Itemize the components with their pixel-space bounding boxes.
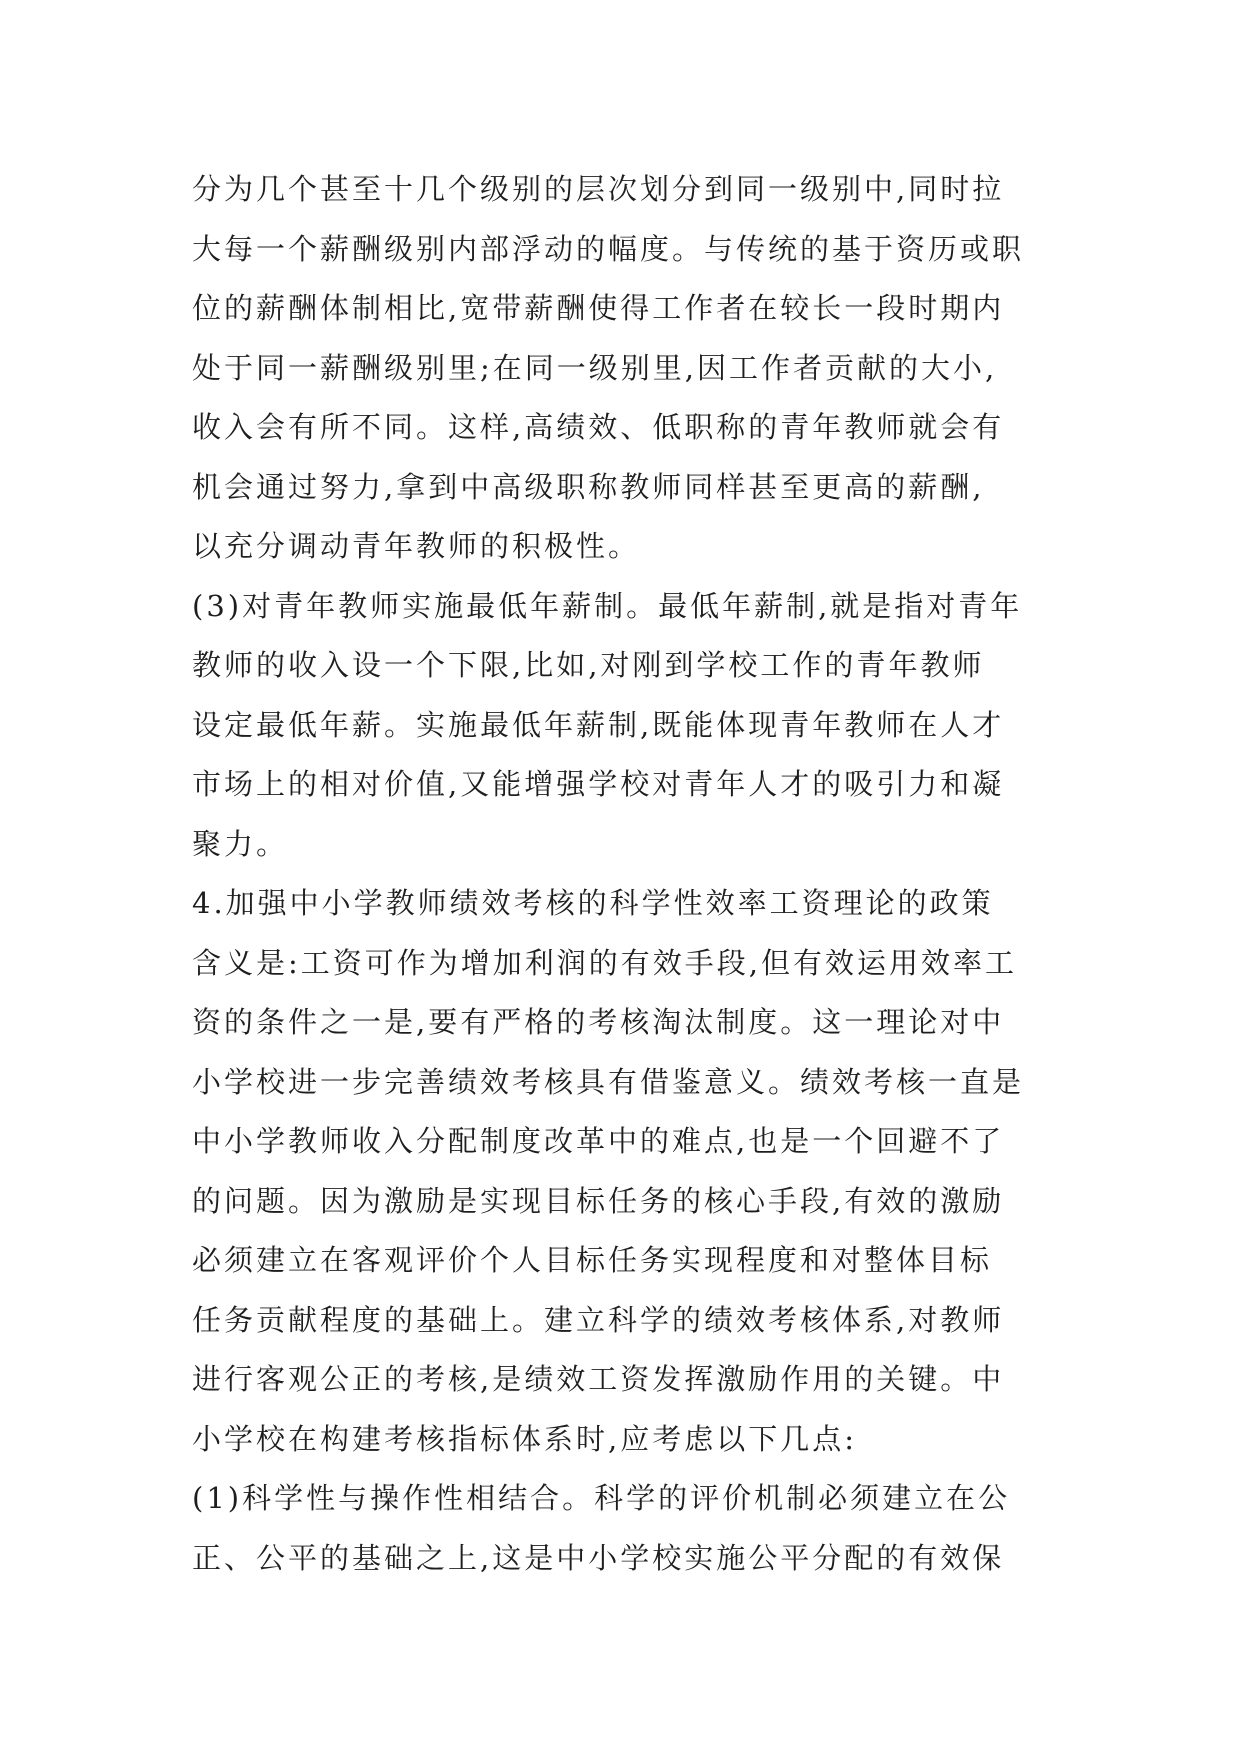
text-line: 必须建立在客观评价个人目标任务实现程度和对整体目标 xyxy=(192,1243,993,1277)
text-line: 进行客观公正的考核,是绩效工资发挥激励作用的关键。中 xyxy=(192,1362,1005,1396)
text-line: 收入会有所不同。这样,高绩效、低职称的青年教师就会有 xyxy=(192,410,1005,444)
text-line: 分为几个甚至十几个级别的层次划分到同一级别中,同时拉 xyxy=(192,172,1005,206)
text-line: 4.加强中小学教师绩效考核的科学性效率工资理论的政策 xyxy=(192,886,994,920)
text-line: (3)对青年教师实施最低年薪制。最低年薪制,就是指对青年 xyxy=(192,588,1023,623)
text-line: 处于同一薪酬级别里;在同一级别里,因工作者贡献的大小, xyxy=(192,350,998,385)
text-line: 小学校在构建考核指标体系时,应考虑以下几点: xyxy=(192,1421,857,1456)
text-line: 正、公平的基础之上,这是中小学校实施公平分配的有效保 xyxy=(192,1540,1005,1575)
text-line: 位的薪酬体制相比,宽带薪酬使得工作者在较长一段时期内 xyxy=(192,291,1005,325)
text-line: 小学校进一步完善绩效考核具有借鉴意义。绩效考核一直是 xyxy=(192,1064,1025,1099)
text-line: 聚力。 xyxy=(192,826,289,861)
text-line: (1)科学性与操作性相结合。科学的评价机制必须建立在公 xyxy=(192,1481,1011,1515)
text-line: 设定最低年薪。实施最低年薪制,既能体现青年教师在人才 xyxy=(192,707,1005,742)
text-line: 的问题。因为激励是实现目标任务的核心手段,有效的激励 xyxy=(192,1183,1005,1218)
text-line: 资的条件之一是,要有严格的考核淘汰制度。这一理论对中 xyxy=(192,1005,1005,1039)
text-line: 以充分调动青年教师的积极性。 xyxy=(192,529,641,563)
text-line: 教师的收入设一个下限,比如,对刚到学校工作的青年教师 xyxy=(192,648,985,682)
text-line: 含义是:工资可作为增加利润的有效手段,但有效运用效率工 xyxy=(192,945,1017,980)
text-line: 机会通过努力,拿到中高级职称教师同样甚至更高的薪酬, xyxy=(192,469,985,504)
body-text xyxy=(192,160,1072,1588)
text-line: 市场上的相对价值,又能增强学校对青年人才的吸引力和凝 xyxy=(192,767,1005,801)
text-line: 中小学教师收入分配制度改革中的难点,也是一个回避不了 xyxy=(192,1124,1005,1158)
text-line: 任务贡献程度的基础上。建立科学的绩效考核体系,对教师 xyxy=(192,1302,1005,1337)
text-line: 大每一个薪酬级别内部浮动的幅度。与传统的基于资历或职 xyxy=(192,231,1025,266)
